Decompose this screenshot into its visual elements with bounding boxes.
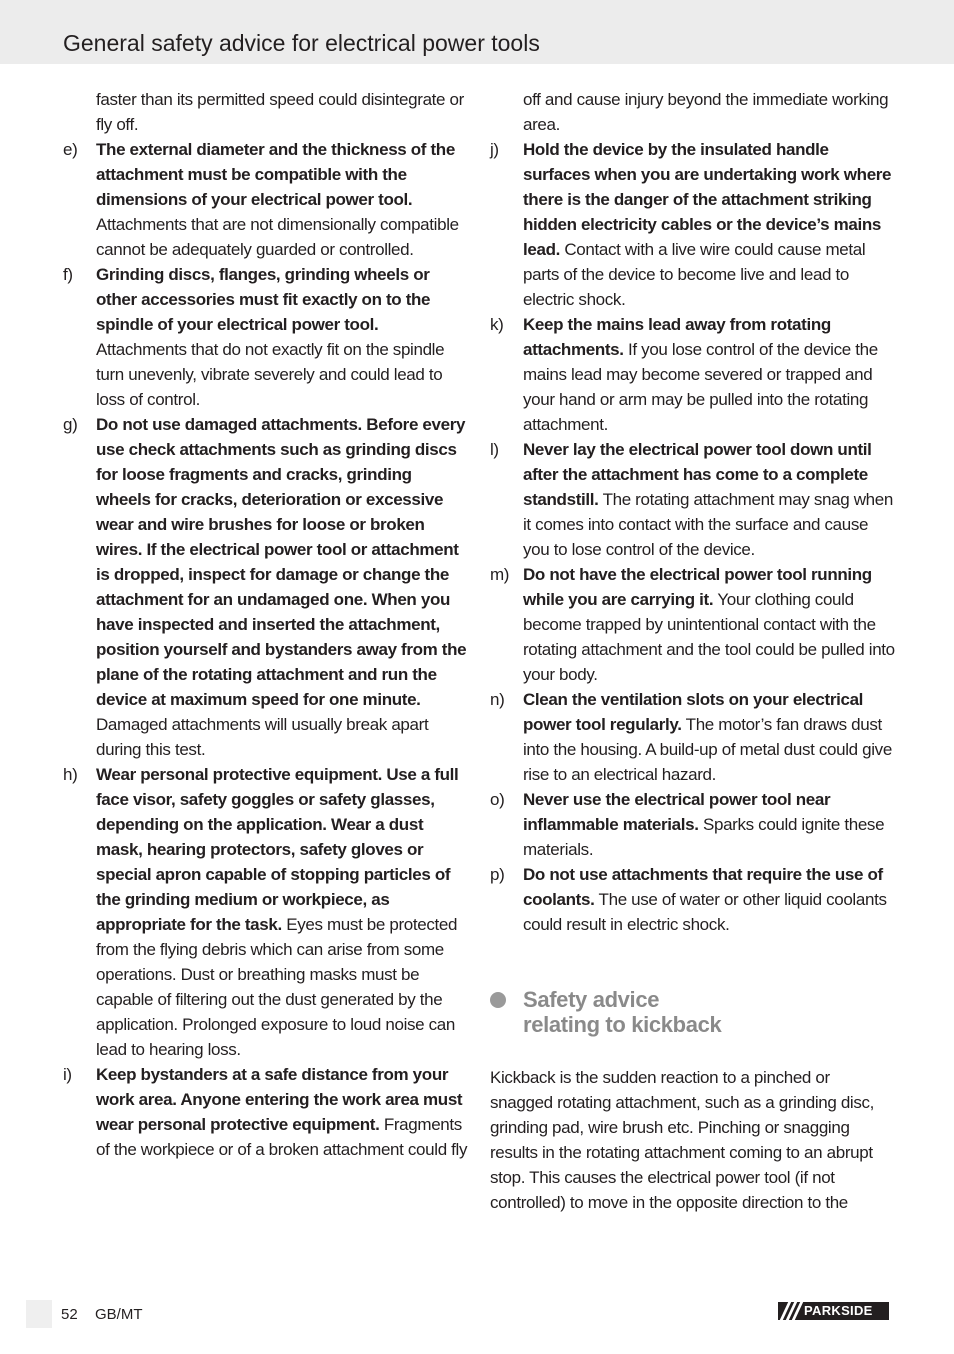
- safety-item-k: [490, 312, 895, 437]
- right-intro-text: off and cause injury beyond the immediate working area.: [523, 90, 889, 134]
- item-bold-text: Clean the ventilation slots on your electrical power tool regularly.: [523, 690, 864, 734]
- safety-item-l: [490, 437, 895, 562]
- section-heading-line2: relating to kickback: [523, 1012, 722, 1037]
- item-letter: l): [490, 440, 499, 459]
- section-heading-kickback: [490, 987, 895, 1037]
- item-letter: g): [63, 415, 78, 434]
- item-text: Eyes must be protected from the flying debris which can arise from some operations. Dust or breathing masks must be capable of filtering out the dust generated by the application. Prolonged exposure to loud noise can lead to hearing loss.: [96, 915, 458, 1059]
- item-bold-text: Do not use damaged attachments. Before every use check attachments such as grinding discs for loose fragments and cracks, grinding wheels for cracks, deterioration or excessive wear and wire brushes for loose or broken wires. If the electrical power tool or attachment is dropped, inspect for damage or change the attachment for an undamaged one. When you have inspected and inserted the attachment, position yourself and bystanders away from the plane of the rotating attachment and run the device at maximum speed for one minute.: [96, 415, 467, 709]
- safety-item-m: [490, 562, 895, 687]
- section-heading-line1: Safety advice: [523, 987, 660, 1012]
- item-text: Attachments that are not dimensionally compatible cannot be adequately guarded or controlled.: [96, 215, 459, 259]
- item-letter: h): [63, 765, 78, 784]
- item-letter: e): [63, 140, 78, 159]
- kickback-paragraph: Kickback is the sudden reaction to a pinched or snagged rotating attachment, such as a grinding disc, grinding pad, wire brush etc. Pinching or snagging results in the rotating attachment coming to an abrupt stop. This causes the electrical power tool (if not controlled) to move in the opposite direction to the: [490, 1068, 875, 1212]
- brand-name: PARKSIDE: [804, 1303, 873, 1318]
- item-letter: k): [490, 315, 504, 334]
- safety-item-o: [490, 787, 895, 862]
- item-text: If you lose control of the device the mains lead may become severed or trapped and your hand or arm may be pulled into the rotating attachment.: [523, 340, 878, 434]
- right-column: [490, 87, 895, 1215]
- parkside-logo: [778, 1302, 889, 1320]
- item-letter: i): [63, 1065, 72, 1084]
- safety-item-g: [63, 412, 468, 762]
- safety-item-j: [490, 137, 895, 312]
- bullet-dot-icon: [490, 992, 506, 1008]
- item-text: The motor’s fan draws dust into the housing. A build-up of metal dust could give rise to an electrical hazard.: [523, 715, 892, 784]
- page-header: [0, 0, 954, 64]
- item-text: Your clothing could become trapped by unintentional contact with the rotating attachment and the tool could be pulled into your body.: [523, 590, 895, 684]
- item-text: Damaged attachments will usually break apart during this test.: [96, 715, 429, 759]
- footer-marker: [26, 1300, 52, 1328]
- item-letter: j): [490, 140, 499, 159]
- item-bold-text: Keep the mains lead away from rotating attachments.: [523, 315, 831, 359]
- left-intro-text: faster than its permitted speed could disintegrate or fly off.: [96, 90, 464, 134]
- page-title: General safety advice for electrical power tools: [63, 30, 540, 56]
- item-text: Fragments of the workpiece or of a broken attachment could fly: [96, 1115, 468, 1159]
- safety-item-f: [63, 262, 468, 412]
- safety-item-e: [63, 137, 468, 262]
- item-bold-text: Hold the device by the insulated handle surfaces when you are undertaking work where there is the danger of the attachment striking hidden electricity cables or the device’s mains lead.: [523, 140, 892, 259]
- item-bold-text: Never use the electrical power tool near inflammable materials.: [523, 790, 831, 834]
- safety-item-n: [490, 687, 895, 787]
- item-letter: m): [490, 565, 510, 584]
- item-bold-text: Do not have the electrical power tool running while you are carrying it.: [523, 565, 872, 609]
- item-text: Sparks could ignite these materials.: [523, 815, 885, 859]
- item-bold-text: Wear personal protective equipment. Use a full face visor, safety goggles or safety glasses, depending on the application. Wear a dust mask, hearing protectors, safety gloves or special apron capable of stopping particles of the grinding medium or workpiece, as appropriate for the task.: [96, 765, 459, 934]
- item-letter: p): [490, 865, 505, 884]
- item-text: The rotating attachment may snag when it comes into contact with the surface and cause you to lose control of the device.: [523, 490, 893, 559]
- item-bold-text: Do not use attachments that require the use of coolants.: [523, 865, 883, 909]
- logo-stripes-icon: [778, 1302, 804, 1320]
- item-text: The use of water or other liquid coolants could result in electric shock.: [523, 890, 887, 934]
- item-bold-text: Keep bystanders at a safe distance from your work area. Anyone entering the work area must wear personal protective equipment.: [96, 1065, 463, 1134]
- item-text: Contact with a live wire could cause metal parts of the device to become live and lead to electric shock.: [523, 240, 866, 309]
- safety-item-i: [63, 1062, 468, 1162]
- safety-item-p: [490, 862, 895, 937]
- page-number: 52: [61, 1306, 78, 1323]
- safety-item-h: [63, 762, 468, 1062]
- item-letter: f): [63, 265, 73, 284]
- left-column: [63, 87, 468, 1162]
- item-bold-text: The external diameter and the thickness of the attachment must be compatible with the dimensions of your electrical power tool.: [96, 140, 455, 209]
- item-bold-text: Grinding discs, flanges, grinding wheels or other accessories must fit exactly on to the spindle of your electrical power tool.: [96, 265, 431, 334]
- item-text: Attachments that do not exactly fit on the spindle turn unevenly, vibrate severely and could lead to loss of control.: [96, 340, 445, 409]
- item-letter: n): [490, 690, 505, 709]
- language-code: GB/MT: [95, 1306, 143, 1323]
- item-bold-text: Never lay the electrical power tool down until after the attachment has come to a complete standstill.: [523, 440, 872, 509]
- item-letter: o): [490, 790, 505, 809]
